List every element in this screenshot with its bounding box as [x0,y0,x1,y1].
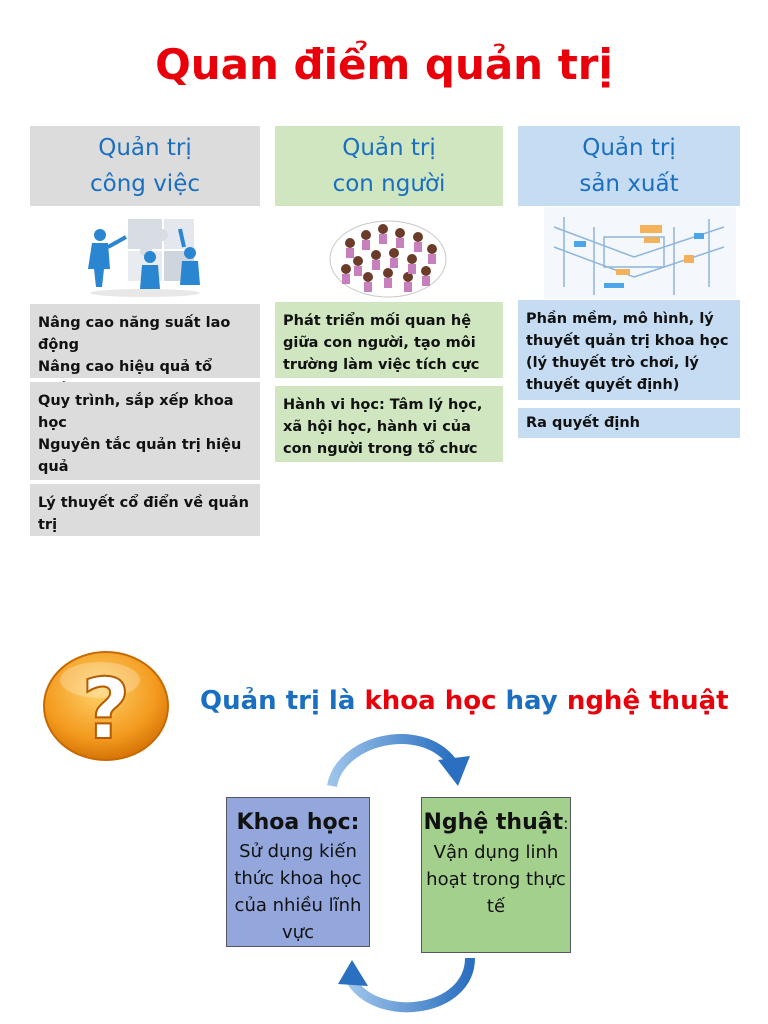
text-box [275,302,503,378]
question-mark-icon [40,650,172,764]
column-heading-work [30,126,260,206]
heading-line: Quản trị [342,135,436,161]
question-keyword: khoa học [364,686,497,716]
heading-line: sản xuất [579,171,679,197]
cycle-arrow-bottom [330,952,490,1020]
puzzle-people-icon [80,207,210,299]
art-heading-text: Nghệ thuật [423,810,564,835]
art-box [421,797,571,953]
heading-line: Quản trị [98,135,192,161]
question-text: hay [496,686,567,716]
crowd-people-icon [328,207,448,299]
column-heading-people [275,126,503,206]
science-body: Sử dụng kiến thức khoa học của nhiều lĩnh vực [234,841,362,943]
art-heading [422,808,570,839]
text-box [30,304,260,378]
question-keyword: nghệ thuật [566,686,729,716]
text-line: Phát triển mối quan hệ giữa con người, tạo môi trường làm việc tích cực [283,313,480,373]
text-box [30,484,260,536]
science-heading: Khoa học: [236,810,360,835]
text-line: Lý thuyết cổ điển về quản trị [38,495,249,533]
heading-line: Quản trị [582,135,676,161]
science-box [226,797,370,947]
art-body: Vận dụng linh hoạt trong thực tế [426,842,566,917]
cycle-arrow-top [320,726,480,790]
factory-layout-icon [544,207,736,299]
text-box [275,386,503,462]
text-line: Nâng cao năng suất lao động [38,315,231,353]
question-text: Quản trị là [200,686,365,716]
text-box [518,300,740,400]
text-box [30,382,260,480]
question-heading [200,686,729,716]
svg-text:?: ? [81,660,131,758]
text-line: Nâng cao hiệu quả tổ [38,359,212,375]
art-heading-colon: : [563,814,569,833]
text-line: Ra quyết định [526,415,640,431]
text-box [518,408,740,438]
heading-line: con người [332,171,446,197]
heading-line: công việc [89,171,200,197]
text-line: Nguyên tắc quản trị hiệu quả [38,437,242,475]
page-title: Quan điểm quản trị [155,40,613,89]
column-heading-production [518,126,740,206]
text-line: Phần mềm, mô hình, lý thuyết quản trị khoa học (lý thuyết trò chơi, lý thuyết quyết định) [526,311,729,393]
text-line: Hành vi học: Tâm lý học, xã hội học, hành vi của con người trong tổ chưc [283,397,483,457]
text-line: Quy trình, sắp xếp khoa học [38,393,234,431]
